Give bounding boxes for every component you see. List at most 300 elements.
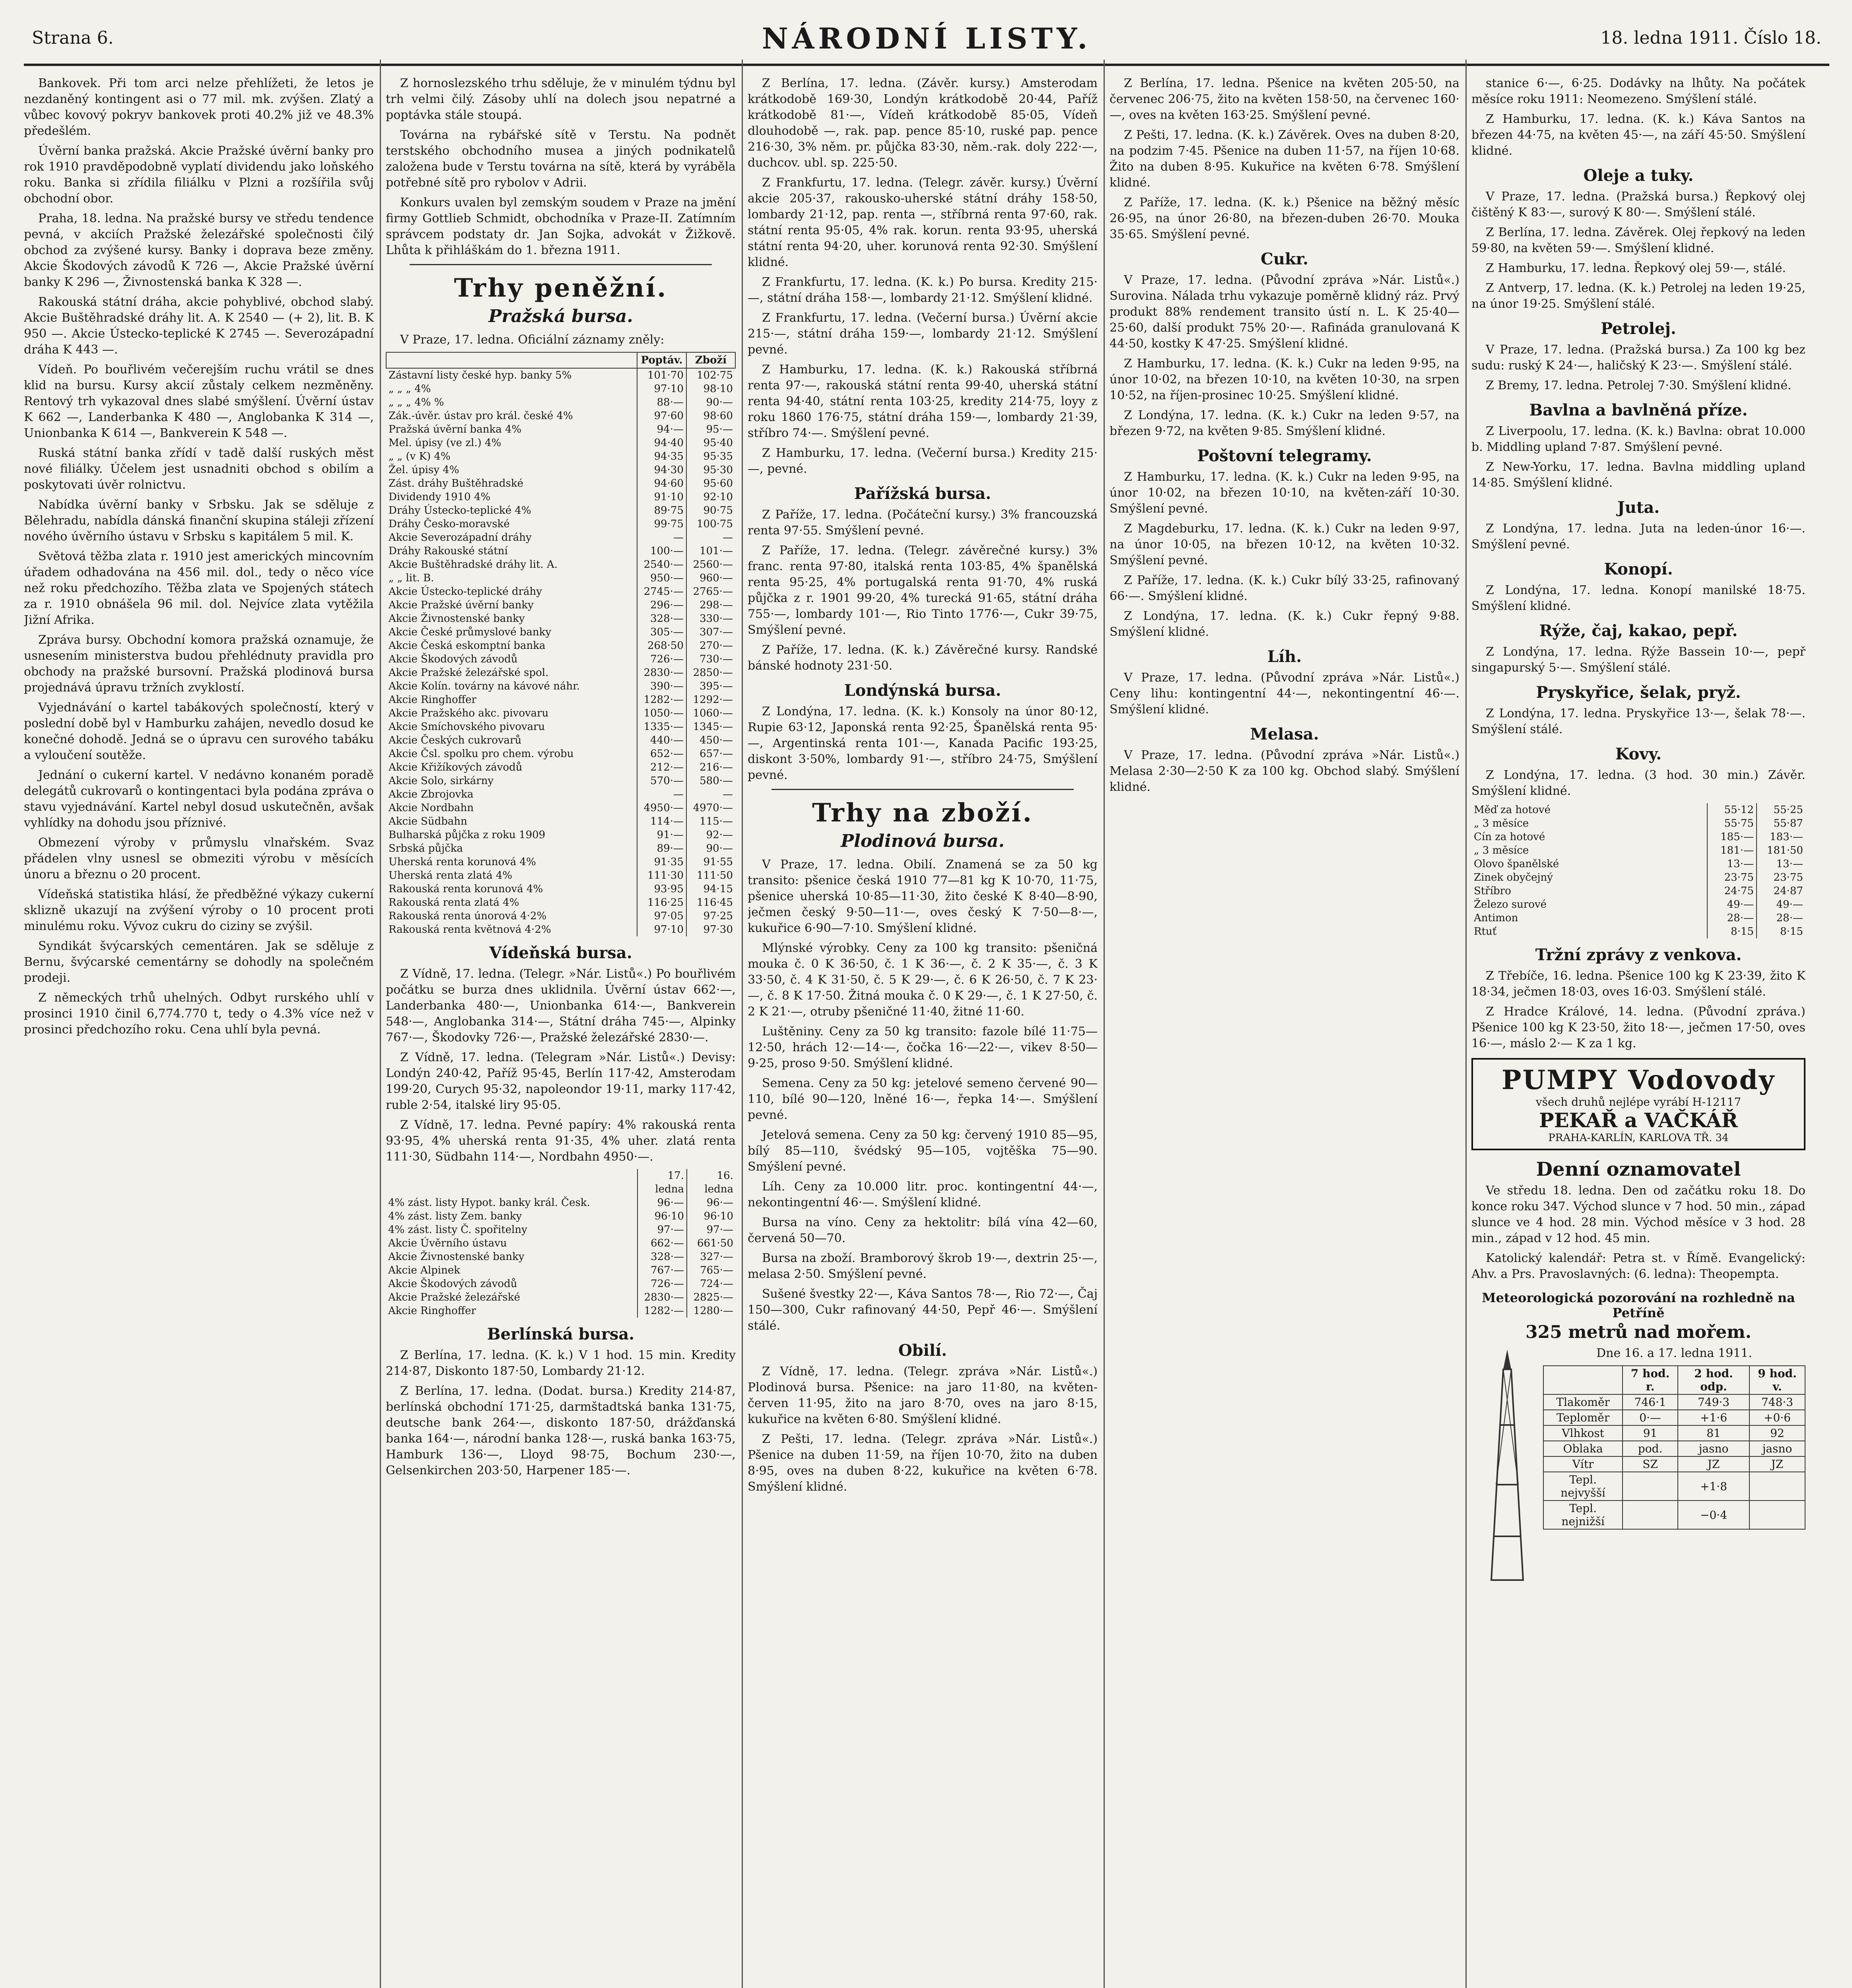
rate-row [386,909,735,923]
rate-row [386,801,735,815]
meteo-date: Dne 16. a 17. ledna 1911. [1596,1346,1752,1360]
article-paragraph: Z Třebíče, 16. ledna. Pšenice 100 kg K 23·39, žito K 18·34, ječmen 18·03, oves 16·03. Smýšlení stálé. [1471,969,1805,999]
rate-row-cell: 92·10 [686,490,735,504]
table-header-cell: Zboží [686,352,735,368]
article-paragraph: Z Berlína, 17. ledna. Závěrek. Olej řepkový na leden 59·80, na květen 59·—. Smýšlení klidné. [1471,225,1805,255]
rate-row-cell: 97·10 [637,382,686,396]
meteo-row-cell [1749,1472,1805,1501]
article-paragraph: Z Pešti, 17. ledna. (K. k.) Závěrek. Oves na duben 8·20, na podzim 7·45. Pšenice na duben 11·57, na říjen 10·68. Žito na duben 8·95. Kukuřice na květen 6·78. Smýšlení klidné. [1110,128,1459,190]
rate-row [386,517,735,531]
daily-notice-articles [1471,1183,1805,1282]
rate-row [386,1169,736,1196]
rate-row [386,463,735,477]
rate-row-cell: Žel. úpisy 4% [389,464,459,476]
rate-row-cell: Akcie Křižíkových závodů [389,761,523,773]
article-paragraph: Z Berlína, 17. ledna. (Závěr. kursy.) Amsterodam krátkodobě 169·30, Londýn krátkodobě 20·44, Paříž krátkodobě 81·—, Vídeň krátkodobě 85·05, Vídeň dlouhodobě —, rak. pap. pence 85·10, ruské pap. pence 216·30, 3% něm. pr. půjčka 83·30, něm.-rak. doly 222·—, duchcov. ubl. sp. 225·50. [748,76,1098,170]
article-paragraph: Světová těžba zlata r. 1910 jest amerických mincovním úřadem odhadována na 456 mil. dol., tedy o něco více než roku předchozího. Těžba zlata ve Spojených státech za r. 1910 obnášela 96 mil. dol. Nejvíce zlata vytěžila Jižní Afrika. [24,549,374,627]
rate-row-cell: 97·— [637,1223,687,1237]
resins-articles [1471,706,1805,738]
meteo-row [1543,1441,1805,1456]
meteo-row [1543,1425,1805,1441]
rate-row-cell: „ „ „ 4% [389,383,431,395]
section-head-rice: Rýže, čaj, kakao, pepř. [1539,621,1738,640]
rate-row-cell: 116·45 [686,896,735,909]
meteo-row-cell: +0·6 [1749,1410,1805,1425]
article-paragraph: Luštěniny. Ceny za 50 kg transito: fazole bílé 11·75—12·50, hrách 12·—14·—, čočka 16·—22·—, vikev 8·50—9·25, proso 9·50. Smýšlení klidné. [748,1025,1098,1070]
article-paragraph: Z Londýna, 17. ledna. Konopí manilské 18·75. Smýšlení klidné. [1471,583,1805,613]
section-head-molasses: Melasa. [1250,725,1319,744]
rate-row [386,869,735,882]
meteo-header-cell: 7 hod. r. [1623,1366,1678,1394]
meteo-row-cell [1623,1472,1678,1501]
rate-row-cell: 950·— [637,571,686,585]
rate-row-cell: 93·95 [637,882,686,896]
article-paragraph: Z Londýna, 17. ledna. Pryskyřice 13·—, šelak 78·—. Smýšlení stálé. [1471,707,1805,736]
article-paragraph: Ve středu 18. ledna. Den od začátku roku 18. Do konce roku 347. Východ slunce v 7 hod. 50 min., západ slunce ve 4 hod. 28 min. Východ měsíce v 3 hod. 28 min., západ v 12 hod. 45 min. [1471,1184,1805,1245]
article-paragraph: Z Berlína, 17. ledna. (Dodat. bursa.) Kredity 214·87, berlínská obchodní 171·25, darmštadtská banka 131·75, deutsche bank 264·—, diskonto 187·50, drážďanská banka 164·—, národní banka 128·—, ruská banka 163·75, Hamburk 136·—, Lloyd 98·75, Bochum 230·—, Gelsenkirchen 203·50, Harpener 185·—. [386,1384,736,1477]
column-4 [1110,76,1459,1988]
rate-row-cell: 101·— [686,544,735,558]
meteo-row-cell: 0·— [1623,1410,1678,1425]
rate-row-cell: 662·— [637,1237,687,1250]
rate-row-cell: 2830·— [637,666,686,679]
rate-row [386,815,735,828]
article-paragraph: Ruská státní banka zřídí v tadě další ruských měst nové filiálky. Účelem jest usnadniti obchod s obilím a poskytovati úvěr rolnictvu. [24,446,374,492]
metal-row-cell: 55·75 [1707,817,1757,830]
column-3 [748,76,1098,1988]
article-paragraph: Z německých trhů uhelných. Odbyt rurského uhlí v prosinci 1910 činil 6,774.770 t, tedy o 4.3% více než v prosinci předchozího roku. Cena uhlí byla pevná. [24,991,374,1037]
rate-row-cell: 2560·— [686,558,735,571]
rate-row [386,666,735,679]
rate-row-cell: 95·— [686,423,735,436]
meteo-row [1543,1410,1805,1425]
article-paragraph: Z Londýna, 17. ledna. (K. k.) Cukr řepný 9·88. Smýšlení klidné. [1110,609,1459,639]
article-paragraph: Bursa na víno. Ceny za hektolitr: bílá vína 42—60, červená 50—70. [748,1215,1098,1245]
metal-row-cell: 185·— [1707,830,1757,844]
rate-row [386,1277,736,1291]
article-paragraph: Z Hradce Králové, 14. ledna. (Původní zpráva.) Pšenice 100 kg K 23·50, žito 18·—, ječmen 17·50, oves 16·—, máslo 2·— K za 1 kg. [1471,1005,1805,1050]
meteo-row-cell: JZ [1678,1456,1749,1472]
rate-row [386,1209,736,1223]
rate-row-cell: Dráhy Ústecko-teplické 4% [389,505,531,516]
petrin-tower-illustration [1479,1345,1535,1584]
metal-row [1471,857,1805,871]
section-title-goods-markets: Trhy na zboží. [812,798,1033,828]
rate-row [386,842,735,855]
article-paragraph: Vyjednávání o kartel tabákových společností, který v poslední době byl v Hamburku zahájen, nevedlo dosud ke konečné dohodě. Jedná se o úpravu cen surového tabáku a vyloučení soutěže. [24,701,374,762]
metal-row-cell: 8·15 [1757,925,1805,938]
table-header-cell [386,352,637,368]
meteo-header-cell: 9 hod. v. [1749,1366,1805,1394]
page-number: Strana 6. [32,28,114,48]
ad-title: PUMPY Vodovody [1501,1064,1776,1095]
section-subtitle-produce-bourse: Plodinová bursa. [841,831,1005,851]
rate-row-cell: 94·30 [637,463,686,477]
rate-row-cell: 95·30 [686,463,735,477]
rate-row-cell: 96·10 [637,1209,687,1223]
rate-row-cell: Srbská půjčka [389,843,463,854]
newspaper-title: NÁRODNÍ LISTY. [762,21,1092,55]
rate-row-cell: 268·50 [637,639,686,652]
section-head-cotton: Bavlna a bavlněná příze. [1529,401,1748,419]
rate-row-cell: 270·— [686,639,735,652]
rate-row-cell: 97·05 [637,909,686,923]
metal-row-cell: „ 3 měsíce [1474,817,1529,829]
meteo-row-cell: 91 [1623,1425,1678,1441]
metal-row-cell: Železo surové [1474,899,1547,911]
vienna-rates-table [386,1169,736,1318]
metal-row-cell: Stříbro [1474,885,1511,897]
rate-row-cell: 1282·— [637,693,686,707]
article-paragraph: V Praze, 17. ledna. (Pražská bursa.) Za 100 kg bez sudu: ruský K 24·—, haličský K 23·—. Smýšlení stálé. [1471,343,1805,373]
metal-row [1471,871,1805,884]
section-title-money-markets: Trhy peněžní. [454,273,668,303]
rate-row [386,855,735,869]
rate-row-cell: 2850·— [686,666,735,679]
divider [772,789,1074,790]
rate-row-cell: Akcie Škodových závodů [388,1278,517,1290]
rate-row-cell: 95·40 [686,436,735,450]
rate-row-cell: Rakouská renta korunová 4% [389,883,543,895]
meteo-row-cell: Tepl. nejvyšší [1543,1472,1623,1501]
rate-row-cell: 88·— [637,396,686,409]
rate-row-cell: 95·35 [686,450,735,463]
column-4-articles [1110,76,1459,243]
berlin-articles [386,1347,736,1479]
london-articles [748,704,1098,783]
rate-row [386,477,735,490]
rate-row [386,598,735,612]
rate-row [386,720,735,734]
rate-row-cell: Dráhy Rakouské státní [389,545,508,557]
column-rule [742,60,743,1988]
rate-row [386,923,735,936]
article-paragraph: Úvěrní banka pražská. Akcie Pražské úvěrní banky pro rok 1910 pravděpodobně vyplatí dividendu jako loňského roku. Banka si zřídila filiálku v Plzni a rozšířila svůj obchodní obor. [24,144,374,206]
rate-row [386,734,735,747]
metal-row [1471,803,1805,817]
metal-row-cell: 183·— [1757,830,1805,844]
rate-row-cell: Zástavní listy české hyp. banky 5% [389,369,572,381]
rate-row-cell: 305·— [637,625,686,639]
rate-row-cell: — [637,788,686,801]
rate-row [386,639,735,652]
rate-row-cell: Zást. dráhy Buštěhradské [389,478,523,489]
article-paragraph: Z Londýna, 17. ledna. Rýže Bassein 10·—, pepř singapurský 5·—. Smýšlení stálé. [1471,645,1805,675]
section-subtitle-prague-bourse: Pražská bursa. [488,306,633,326]
rate-row-cell: Akcie Škodových závodů [389,653,518,665]
rate-row-cell: 724·— [687,1277,736,1291]
rate-row-cell: 1280·— [687,1304,736,1318]
cotton-articles [1471,423,1805,491]
article-paragraph: stanice 6·—, 6·25. Dodávky na lhůty. Na počátek měsíce roku 1911: Neomezeno. Smýšlení stálé. [1471,76,1805,106]
article-paragraph: Z Antverp, 17. ledna. (K. k.) Petrolej na leden 19·25, na únor 19·25. Smýšlení stálé. [1471,281,1805,311]
rate-row-cell: 99·75 [637,517,686,531]
meteo-row-cell: +1·8 [1678,1472,1749,1501]
metal-row-cell: 24·87 [1757,884,1805,898]
meteo-row-cell: Vítr [1543,1456,1623,1472]
article-paragraph: Z Frankfurtu, 17. ledna. (Telegr. závěr. kursy.) Úvěrní akcie 205·37, rakousko-uherské státní dráhy 158·50, lombardy 21·12, pap. renta —, stříbrná renta 97·60, rak. státní renta 95·05, 4% rak. korun. renta 93·95, uherská státní renta 94·20, uher. korunová renta 92·30. Smýšlení klidné. [748,176,1098,269]
metal-row [1471,925,1805,938]
rate-row [386,1223,736,1237]
rate-row-cell: Akcie Südbahn [389,815,467,827]
column-5 [1471,76,1805,1988]
rate-row-cell: 2540·— [637,558,686,571]
meteo-row-cell: JZ [1749,1456,1805,1472]
rate-row-cell: 960·— [686,571,735,585]
rate-row [386,679,735,693]
rate-row-cell: 298·— [686,598,735,612]
meteo-table [1543,1365,1805,1530]
section-head-local-markets: Tržní zprávy z venkova. [1535,945,1742,964]
divider [410,264,712,265]
rate-row-cell: 1050·— [637,707,686,720]
rate-row-cell: 726·— [637,652,686,666]
rate-row-cell: Akcie Ringhoffer [388,1305,476,1317]
rate-row-cell: 91·35 [637,855,686,869]
rate-row-cell: 652·— [637,747,686,761]
article-paragraph: Z Paříže, 17. ledna. (Telegr. závěrečné kursy.) 3% franc. renta 97·80, italská renta 103·85, 4% španělská renta 95·25, 4% portugalská renta 91·70, 4% ruská půjčka z r. 1901 99·20, 4% turecká 91·65, státní dráha 755·—, lombardy 101·—, Rio Tinto 1776·—, Cukr 39·75, Smýšlení pevné. [748,544,1098,637]
rate-row [386,1291,736,1304]
article-paragraph: V Praze, 17. ledna. (Původní zpráva »Nár. Listů«.) Surovina. Nálada trhu vykazuje poměrně klidný ráz. Prvý produkt 88% rendement transito ústí n. L. K 25·40—25·60, další produkt 75% 20·—. Rafináda granulovaná K 44·50, kostky K 47·25. Smýšlení klidné. [1110,273,1459,351]
article-paragraph: Líh. Ceny za 10.000 litr. proc. kontingentní 44·—, nekontingentní 46·—. Smýšlení klidné. [748,1180,1098,1209]
rate-row-cell: Dráhy Česko-moravské [389,518,510,530]
telegram-articles [1110,469,1459,640]
metal-row [1471,898,1805,911]
rate-row-cell: Akcie Českých cukrovarů [389,734,522,746]
rate-row-cell: 767·— [637,1264,687,1277]
article-paragraph: Z Berlína, 17. ledna. Pšenice na květen 205·50, na červenec 206·75, žito na květen 158·50, na červenec 160·—, oves na květen 163·25. Smýšlení pevné. [1110,76,1459,122]
rate-row-cell: 570·— [637,774,686,788]
metal-row-cell: 13·— [1757,857,1805,871]
article-paragraph: V Praze, 17. ledna. (Původní zpráva »Nár. Listů«.) Melasa 2·30—2·50 K za 100 kg. Obchod slabý. Smýšlení klidné. [1110,748,1459,794]
article-paragraph: V Praze, 17. ledna. (Pražská bursa.) Řepkový olej čištěný K 83·—, surový K 80·—. Smýšlení stálé. [1471,190,1805,219]
article-paragraph: Mlýnské výrobky. Ceny za 100 kg transito: pšeničná mouka č. 0 K 36·50, č. 1 K 36·—, č. 2 K 35·—, č. 3 K 33·50, č. 4 K 31·50, č. 5 K 29·—, č. 6 K 26·50, č. 7 K 23·—, č. 8 K 17·50. Žitná mouka č. 0 K 29·—, č. 1 K 27·50, č. 2 K 21·—, otruby pšeničné 11·40, žitné 11·60. [748,941,1098,1019]
article-paragraph: Bankovek. Při tom arci nelze přehlížeti, že letos je nezdaněný kontingent asi o 77 mil. mk. zvýšen. Zlatý a vůbec kovový pokryv bankovek proti 40.2% již ve 48.3% předešlém. [24,76,374,138]
column-rule [380,60,381,1988]
column-5-articles [1471,76,1805,159]
article-paragraph: Z Magdeburku, 17. ledna. (K. k.) Cukr na leden 9·97, na únor 10·05, na březen 10·12, na květen 10·32. Smýšlení pevné. [1110,522,1459,567]
rate-row [386,1196,736,1209]
rate-row-cell: 327·— [687,1250,736,1264]
rate-row-cell: 765·— [687,1264,736,1277]
column-rule [1104,60,1105,1988]
rate-row [386,571,735,585]
rate-row [386,558,735,571]
rate-row [386,652,735,666]
article-paragraph: Z Paříže, 17. ledna. (K. k.) Cukr bílý 33·25, rafinovaný 66·—. Smýšlení klidné. [1110,573,1459,603]
article-paragraph: Semena. Ceny za 50 kg: jetelové semeno červené 90—110, bílé 90—120, lněné 16·—, řepka 14·—. Smýšlení pevné. [748,1076,1098,1122]
metal-row [1471,817,1805,830]
rate-row-cell: Rakouská renta únorová 4·2% [389,910,547,922]
article-paragraph: Z Hamburku, 17. ledna. (Večerní bursa.) Kredity 215·—, pevné. [748,446,1098,476]
meteo-row-cell: 749·3 [1678,1394,1749,1410]
meteo-row-cell: −0·4 [1678,1501,1749,1529]
meteo-row-cell: 748·3 [1749,1394,1805,1410]
rate-row-cell: 328·— [637,612,686,625]
column-1 [24,76,374,1988]
article-paragraph: Z Paříže, 17. ledna. (Počáteční kursy.) 3% francouzská renta 97·55. Smýšlení pevné. [748,508,1098,538]
meteo-row-cell: jasno [1749,1441,1805,1456]
rate-row-cell: 98·10 [686,382,735,396]
metals-table [1471,803,1805,938]
rate-row-cell: — [686,531,735,544]
rate-row-cell: 1335·— [637,720,686,734]
meteo-row-cell: SZ [1623,1456,1678,1472]
article-paragraph: Z Liverpoolu, 17. ledna. (K. k.) Bavlna: obrat 10.000 b. Middling upland 7·87. Smýšlení pevné. [1471,424,1805,454]
metal-row-cell: 181·— [1707,844,1757,857]
rate-row-cell: „ „ (v K) 4% [389,450,451,462]
rate-row-cell: 440·— [637,734,686,747]
rate-row-cell: 96·— [687,1196,736,1209]
rate-row-cell: 94·— [637,423,686,436]
metal-row-cell: 49·— [1707,898,1757,911]
rate-row-cell: Akcie Pražské železářské [388,1291,520,1303]
article-paragraph: Obmezení výroby v průmyslu vlnařském. Svaz přádelen vlny usnesl se obmeziti výrobu v měsících únoru a březnu o 20 procent. [24,836,374,881]
meteo-row-cell: Oblaka [1543,1441,1623,1456]
rate-row-cell: Akcie Ústecko-teplické dráhy [389,586,542,598]
metal-row-cell: Olovo španělské [1474,858,1559,870]
rate-row-cell: 91·10 [637,490,686,504]
goods-articles [748,857,1098,1334]
rate-row-cell: 4% zást. listy Č. spořitelny [388,1224,527,1236]
metal-row [1471,830,1805,844]
rate-row-cell: 1292·— [686,693,735,707]
metal-row-cell: 23·75 [1757,871,1805,884]
rate-row-cell: Zák.-úvěr. ústav pro král. české 4% [389,410,573,422]
rate-row [386,707,735,720]
ad-address: PRAHA-KARLÍN, KARLOVA TŘ. 34 [1548,1132,1729,1144]
metal-row-cell: 24·75 [1707,884,1757,898]
metal-row-cell: 55·25 [1757,803,1805,817]
local-market-articles [1471,968,1805,1052]
issue-date: 18. ledna 1911. Číslo 18. [1600,28,1821,48]
article-paragraph: Z Hamburku, 17. ledna. (K. k.) Cukr na leden 9·95, na únor 10·02, na březen 10·10, na květen 10·30, na srpen 10·52, na říjen-prosinec 10·25. Smýšlení klidné. [1110,357,1459,402]
article-paragraph: Praha, 18. ledna. Na pražské bursy ve středu tendence pevná, v akciích Pražské železářské společnosti čilý obchod za zvýšené kursy. Banky i doprava beze změny. Akcie Škodových závodů K 726 —, Akcie Pražské úvěrní banky K 296 —, Živnostenská banka K 328 —. [24,212,374,289]
rate-row-cell: 97·60 [637,409,686,423]
rate-row-cell: Akcie České průmyslové banky [389,626,552,638]
rate-row-cell: 97·— [687,1223,736,1237]
rate-row-cell: 216·— [686,761,735,774]
rate-row [386,1237,736,1250]
rate-row-cell: Uherská renta zlatá 4% [389,870,513,881]
rate-row-cell: Akcie Česká eskomptní banka [389,640,546,652]
section-head-petroleum: Petrolej. [1601,319,1676,338]
rate-row-cell: Akcie Buštěhradské dráhy lit. A. [389,559,558,571]
rate-row-cell: 91·55 [686,855,735,869]
metal-row-cell: 181·50 [1757,844,1805,857]
section-head-telegrams: Poštovní telegramy. [1197,447,1372,465]
rate-row [386,504,735,517]
article-paragraph: Sušené švestky 22·—, Káva Santos 78·—, Rio 72·—, Čaj 150—300, Cukr rafinovaný 44·50, Pepř 46·—. Smýšlení stálé. [748,1287,1098,1333]
rate-row-cell: „ „ „ 4% % [389,396,444,408]
rate-row-cell: 2765·— [686,585,735,598]
rate-row-cell: 95·60 [686,477,735,490]
rate-row [386,1304,736,1318]
meteo-title: Meteorologická pozorování na rozhledně na Petříně [1482,1290,1795,1320]
rate-row-cell: 115·— [686,815,735,828]
rate-row-cell: 97·25 [686,909,735,923]
rate-row-cell: Akcie Čsl. spolku pro chem. výrobu [389,748,574,760]
meteo-row-cell: Tepl. nejnižší [1543,1501,1623,1529]
rate-row [386,774,735,788]
article-paragraph: Z Hamburku, 17. ledna. (K. k.) Cukr na leden 9·95, na únor 10·02, na březen 10·10, na květen-září 10·30. Smýšlení pevné. [1110,470,1459,516]
metal-row [1471,884,1805,898]
article-paragraph: Bursa na zboží. Bramborový škrob 19·—, dextrin 25·—, melasa 2·50. Smýšlení pevné. [748,1251,1098,1281]
rate-row-cell: 97·30 [686,923,735,936]
article-paragraph: Z Londýna, 17. ledna. (K. k.) Konsoly na únor 80·12, Rupie 63·12, Japonská renta 92·25, Španělská renta 95·—, Argentinská renta 101·—, Kanada Pacific 193·25, diskont 3·50%, lombardy 91·—, stříbro 24·75, Smýšlení pevné. [748,705,1098,782]
article-paragraph: Z Vídně, 17. ledna. (Telegr. zpráva »Nár. Listů«.) Plodinová bursa. Pšenice: na jaro 11·80, na květen-červen 11·95, žito na jaro 8·70, oves na jaro 8·15, kukuřice na květen 6·80. Smýšlení klidné. [748,1365,1098,1426]
section-head-berlin: Berlínská bursa. [487,1325,635,1343]
rate-row-cell: 2830·— [637,1291,687,1304]
metal-row-cell: Cín za hotové [1474,831,1545,843]
rate-row [386,436,735,450]
meteo-row-cell: Tlakoměr [1543,1394,1623,1410]
rate-row-cell: 100·— [637,544,686,558]
rate-row-cell: 657·— [686,747,735,761]
section-head-vienna: Vídeňská bursa. [489,944,632,962]
meteo-row-cell: pod. [1623,1441,1678,1456]
meteo-header-cell: 2 hod. odp. [1678,1366,1749,1394]
section-head-hemp: Konopí. [1604,560,1673,579]
metal-row-cell: 13·— [1707,857,1757,871]
ad-description: všech druhů nejlépe vyrábí H-12117 [1535,1095,1741,1109]
meteo-row-cell: jasno [1678,1441,1749,1456]
meteo-row-cell: 746·1 [1623,1394,1678,1410]
article-paragraph: Z Vídně, 17. ledna. Pevné papíry: 4% rakouská renta 93·95, 4% uherská renta 91·35, 4% uher. zlatá renta 111·30, Südbahn 114·—, Nordbahn 4950·—. [386,1118,736,1164]
article-paragraph: Vídeň. Po bouřlivém večerejším ruchu vrátil se dnes klid na bursu. Kursy akcií zůstaly celkem nezměněny. Rentový trh vykazoval dnes slabé smýšlení. Úvěrní ústav K 662 —, Landerbanka K 480 —, Anglobanka K 314 —, Unionbanka K 614 —, Bankverein K 548 —. [24,363,374,440]
article-paragraph: Z Hamburku, 17. ledna. (K. k.) Káva Santos na březen 44·75, na květen 45·—, na září 45·50. Smýšlení klidné. [1471,112,1805,158]
rate-row-cell: „ „ lit. B. [389,572,434,584]
article-paragraph: Z Londýna, 17. ledna. (K. k.) Cukr na leden 9·57, na březen 9·72, na květen 9·85. Smýšlení klidné. [1110,408,1459,438]
hemp-articles [1471,582,1805,614]
article-paragraph: Z Frankfurtu, 17. ledna. (K. k.) Po bursa. Kredity 215·—, státní dráha 158·—, lombardy 21·12. Smýšlení klidné. [748,275,1098,305]
metal-row-cell: Měď za hotové [1474,804,1551,816]
metal-row-cell: Rtuť [1474,926,1497,938]
meteo-row [1543,1394,1805,1410]
rate-row-cell: 91·— [637,828,686,842]
section-head-oils: Oleje a tuky. [1583,166,1694,185]
rate-row-cell: Uherská renta korunová 4% [389,856,536,868]
rate-row-cell: 102·75 [686,368,735,382]
meteo-header-cell [1543,1366,1623,1394]
rate-row-cell: Akcie Nordbahn [389,802,474,814]
advertisement-pumps [1471,1058,1805,1150]
rate-row [386,396,735,409]
rate-row-cell: Akcie Smíchovského pivovaru [389,721,545,733]
rate-row-cell: 89·75 [637,504,686,517]
rate-row [386,761,735,774]
article-paragraph: Vídeňská statistika hlásí, že předběžné výkazy cukerní sklizně ukazují na zvýšení výroby o 10 procent proti minulému roku. Vývoz cukru do ciziny se zvýšil. [24,887,374,933]
rate-row-cell: 116·25 [637,896,686,909]
rate-row-cell: 89·— [637,842,686,855]
rate-row [386,882,735,896]
rate-row-cell: 4950·— [637,801,686,815]
section-head-metals: Kovy. [1615,745,1662,763]
rate-row [386,693,735,707]
article-paragraph: Z New-Yorku, 17. ledna. Bavlna middling upland 14·85. Smýšlení klidné. [1471,460,1805,490]
rate-row-cell: 4% zást. listy Hypot. banky král. Česk. [388,1197,590,1209]
article-paragraph: Z Londýna, 17. ledna. Juta na leden-únor 16·—. Smýšlení pevné. [1471,522,1805,551]
article-paragraph: Z Hamburku, 17. ledna. Řepkový olej 59·—, stálé. [1486,261,1786,275]
metal-row-cell: 55·12 [1707,803,1757,817]
rate-row-cell: 328·— [637,1250,687,1264]
section-head-sugar: Cukr. [1261,250,1308,268]
rate-row-cell: 17. ledna [637,1169,687,1196]
rate-row-cell: Akcie Pražského akc. pivovaru [389,707,549,719]
rate-row-cell: 4970·— [686,801,735,815]
metal-row-cell: 55·87 [1757,817,1805,830]
rate-row-cell: 330·— [686,612,735,625]
